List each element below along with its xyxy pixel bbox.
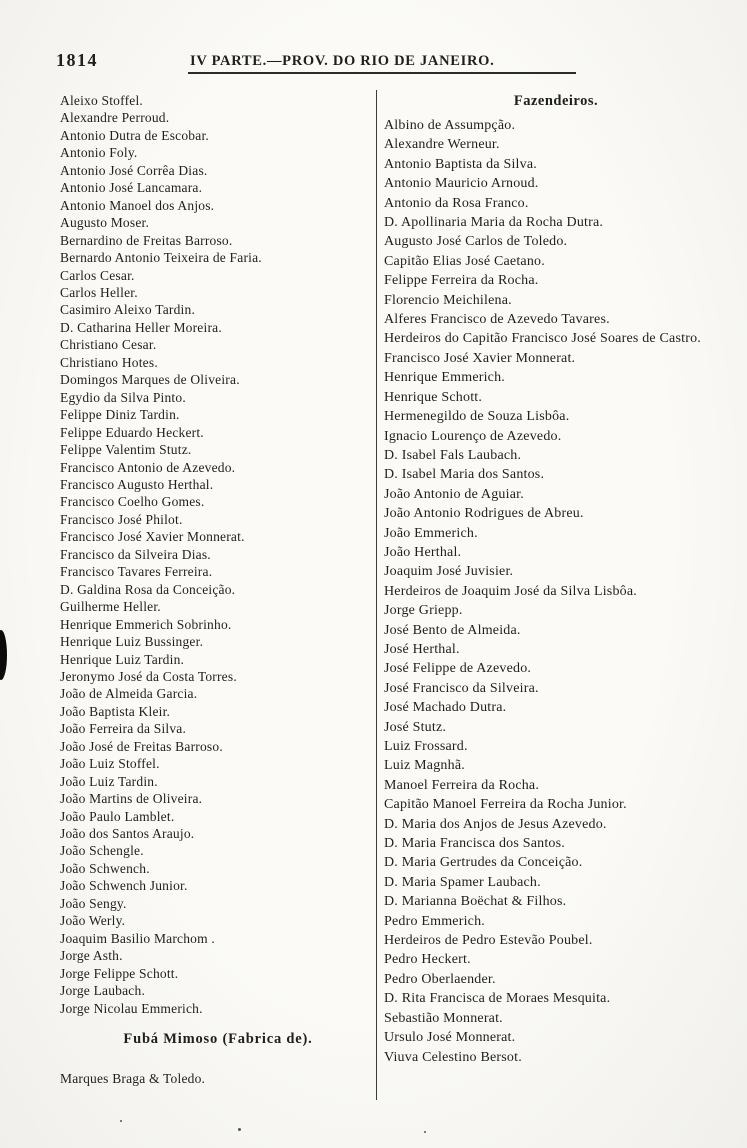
list-item: João Werly. — [60, 913, 126, 929]
list-item: João Ferreira da Silva. — [60, 721, 187, 737]
list-item: João Schengle. — [60, 843, 144, 859]
list-item: D. Maria dos Anjos de Jesus Azevedo. — [384, 816, 607, 832]
list-item: Antonio Dutra de Escobar. — [60, 127, 209, 143]
list-item: Casimiro Aleixo Tardin. — [60, 302, 196, 318]
list-item: João Martins de Oliveira. — [60, 791, 203, 807]
list-item: João Luiz Tardin. — [60, 773, 158, 789]
list-item: Jorge Laubach. — [60, 983, 146, 999]
list-item: Francisco José Philot. — [60, 511, 183, 527]
page-number: 1814 — [56, 50, 98, 70]
list-item: Henrique Emmerich. — [384, 370, 506, 386]
list-item: Guilherme Heller. — [60, 599, 161, 615]
list-item: Francisco José Xavier Monnerat. — [384, 350, 576, 366]
list-item: Francisco Coelho Gomes. — [60, 494, 205, 510]
list-item: José Herthal. — [384, 641, 460, 657]
list-item: Jorge Asth. — [60, 948, 123, 964]
list-item: D. Maria Francisca dos Santos. — [384, 836, 565, 852]
list-item: D. Galdina Rosa da Conceição. — [60, 581, 236, 597]
list-item: João José de Freitas Barroso. — [60, 738, 223, 754]
list-item: Antonio Baptista da Silva. — [384, 156, 537, 172]
list-item: Bernardo Antonio Teixeira de Faria. — [60, 250, 262, 266]
list-item: Florencio Meichilena. — [384, 292, 512, 308]
list-item: Pedro Heckert. — [384, 952, 471, 968]
list-item: José Felippe de Azevedo. — [384, 661, 532, 677]
scan-speck — [238, 1128, 241, 1131]
list-item: Antonio Manoel dos Anjos. — [60, 197, 215, 213]
list-item: Manoel Ferreira da Rocha. — [384, 777, 540, 793]
list-item: Pedro Oberlaender. — [384, 971, 496, 987]
list-item: Antonio da Rosa Franco. — [384, 195, 529, 211]
list-item: João Paulo Lamblet. — [60, 808, 175, 824]
list-item: João de Almeida Garcia. — [60, 686, 198, 702]
list-item: Augusto José Carlos de Toledo. — [384, 234, 568, 250]
list-item: Albino de Assumpção. — [384, 118, 516, 133]
list-item: Herdeiros de Joaquim José da Silva Lisbôa. — [384, 583, 637, 599]
list-item: Viuva Celestino Bersot. — [384, 1049, 522, 1065]
list-item: Christiano Cesar. — [60, 337, 157, 353]
list-item: Jorge Griepp. — [384, 603, 463, 619]
list-item: João Sengy. — [60, 895, 127, 911]
list-item: Henrique Luiz Bussinger. — [60, 634, 204, 650]
list-item: Jorge Nicolau Emmerich. — [60, 1000, 203, 1016]
list-item: D. Maria Spamer Laubach. — [384, 874, 541, 890]
column-heading: Fazendeiros. — [513, 93, 599, 109]
list-item: Felippe Valentim Stutz. — [60, 442, 192, 458]
list-item: Luiz Magnhã. — [384, 758, 465, 774]
list-item: Henrique Emmerich Sobrinho. — [60, 616, 232, 632]
list-item: D. Isabel Maria dos Santos. — [384, 467, 545, 483]
section-heading: Fubá Mimoso (Fabrica de). — [123, 1031, 313, 1048]
list-item: Alexandre Perroud. — [60, 110, 170, 126]
list-item: João Luiz Stoffel. — [60, 756, 160, 772]
list-item: D. Marianna Boëchat & Filhos. — [384, 894, 567, 910]
list-item: Francisco Antonio de Azevedo. — [60, 459, 236, 475]
list-item: José Stutz. — [384, 719, 447, 735]
list-item: Jeronymo José da Costa Torres. — [60, 668, 237, 684]
list-item: João Herthal. — [384, 544, 462, 560]
scan-artifact-ink-blot — [0, 630, 7, 680]
list-item: D. Catharina Heller Moreira. — [60, 319, 222, 335]
list-item: Henrique Schott. — [384, 389, 483, 405]
list-item: José Francisco da Silveira. — [384, 680, 539, 696]
list-item: Ursulo José Monnerat. — [384, 1030, 516, 1046]
list-item: João Emmerich. — [384, 525, 478, 541]
header-rule — [188, 72, 576, 74]
list-item: D. Isabel Fals Laubach. — [384, 447, 522, 463]
scan-speck — [424, 1131, 426, 1133]
list-item: D. Rita Francisca de Moraes Mesquita. — [384, 991, 611, 1007]
list-item: Felippe Eduardo Heckert. — [60, 424, 204, 440]
list-item: Bernardino de Freitas Barroso. — [60, 232, 233, 248]
list-item: Antonio José Lancamara. — [60, 180, 203, 196]
list-item: Capitão Manoel Ferreira da Rocha Junior. — [384, 797, 627, 813]
list-item: Domingos Marques de Oliveira. — [60, 372, 240, 388]
list-item: João Schwench. — [60, 860, 150, 876]
list-item: Antonio José Corrêa Dias. — [60, 162, 208, 178]
list-item: Aleixo Stoffel. — [60, 93, 143, 108]
list-item: Ignacio Lourenço de Azevedo. — [384, 428, 562, 444]
list-item: Francisco Augusto Herthal. — [60, 476, 214, 492]
list-item: João dos Santos Araujo. — [60, 826, 195, 842]
list-item: Augusto Moser. — [60, 215, 150, 231]
list-item: João Antonio de Aguiar. — [384, 486, 524, 502]
list-item: José Machado Dutra. — [384, 700, 507, 716]
list-item: Capitão Elias José Caetano. — [384, 253, 545, 269]
left-name-list — [60, 92, 376, 1017]
list-item: Francisco José Xavier Monnerat. — [60, 529, 245, 545]
list-item: Christiano Hotes. — [60, 354, 158, 370]
list-item: Herdeiros do Capitão Francisco José Soares de Castro. — [384, 331, 701, 347]
list-item: Sebastião Monnerat. — [384, 1010, 503, 1026]
list-item: Alferes Francisco de Azevedo Tavares. — [384, 312, 610, 328]
list-item: João Antonio Rodrigues de Abreu. — [384, 506, 584, 522]
list-item: Carlos Heller. — [60, 284, 138, 300]
list-item: Felippe Diniz Tardin. — [60, 407, 180, 423]
section-entry-list — [60, 1070, 376, 1087]
list-item: D. Maria Gertrudes da Conceição. — [384, 855, 583, 871]
two-column-layout — [60, 88, 742, 1100]
list-item: Pedro Emmerich. — [384, 913, 485, 929]
list-item: Joaquim José Juvisier. — [384, 564, 514, 580]
page-header-title: IV PARTE.—PROV. DO RIO DE JANEIRO. — [190, 53, 495, 69]
list-item: Henrique Luiz Tardin. — [60, 651, 185, 667]
list-item: Egydio da Silva Pinto. — [60, 389, 186, 405]
list-item: Jorge Felippe Schott. — [60, 965, 179, 981]
list-item: Joaquim Basilio Marchom . — [60, 930, 215, 946]
list-item: Herdeiros de Pedro Estevão Poubel. — [384, 933, 593, 949]
list-item: Francisco Tavares Ferreira. — [60, 564, 213, 580]
list-item: Alexandre Werneur. — [384, 137, 500, 153]
left-column — [60, 88, 376, 1087]
scan-speck — [120, 1120, 122, 1122]
list-item: João Schwench Junior. — [60, 878, 188, 894]
list-item: Marques Braga & Toledo. — [60, 1071, 206, 1087]
list-item: D. Apollinaria Maria da Rocha Dutra. — [384, 215, 604, 231]
list-item: Francisco da Silveira Dias. — [60, 546, 211, 562]
right-name-list — [384, 116, 728, 1067]
list-item: Antonio Foly. — [60, 145, 138, 161]
right-column — [377, 88, 742, 1067]
list-item: Hermenegildo de Souza Lisbôa. — [384, 409, 570, 425]
list-item: Felippe Ferreira da Rocha. — [384, 273, 539, 289]
list-item: Carlos Cesar. — [60, 267, 135, 283]
list-item: João Baptista Kleir. — [60, 703, 171, 719]
list-item: Luiz Frossard. — [384, 739, 468, 754]
list-item: José Bento de Almeida. — [384, 622, 521, 638]
list-item: Antonio Mauricio Arnoud. — [384, 176, 539, 192]
